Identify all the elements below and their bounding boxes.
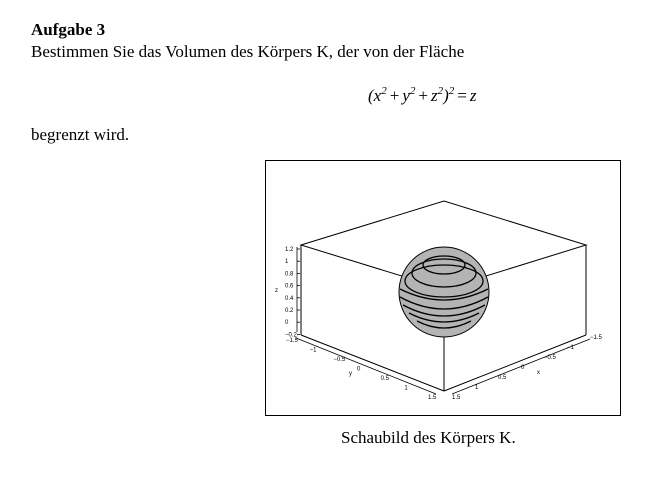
surface-body: [399, 247, 489, 337]
formula-y: y: [402, 86, 410, 105]
z-axis-ticks: [297, 249, 300, 334]
y-axis-line: [296, 338, 436, 394]
z-tick-label: 1.2: [285, 247, 294, 253]
figure-caption: Schaubild des Körpers K.: [341, 428, 516, 447]
formula-z: z: [430, 86, 438, 105]
formula-close: ): [443, 86, 449, 105]
x-tick-label: 1.5: [452, 395, 461, 401]
x-tick-label: −1.5: [590, 335, 602, 341]
z-tick-label: 1: [285, 259, 289, 266]
y-tick-label: −0.5: [333, 357, 346, 363]
formula-rhs: z: [469, 86, 477, 105]
x-tick-label: 1: [475, 385, 479, 391]
box-bottom-left-edge: [301, 335, 444, 391]
task-intro-text: Bestimmen Sie das Volumen des Körpers K, der von der Fläche: [31, 42, 465, 61]
y-tick-label: 0.5: [380, 376, 390, 382]
formula-open: (x: [368, 86, 382, 105]
formula-plus-1: +: [389, 86, 400, 105]
formula-z-exponent: 2: [437, 85, 444, 97]
z-tick-label: 0.8: [285, 271, 294, 278]
z-tick-label: 0: [285, 320, 289, 327]
z-axis-tick-labels: [285, 247, 298, 338]
z-axis: [297, 247, 300, 334]
formula-outer-exponent: 2: [448, 85, 455, 97]
z-tick-label: −0.2: [285, 332, 297, 339]
x-tick-label: 0: [521, 365, 525, 371]
y-axis-tick-labels: [286, 338, 437, 401]
surface-equation: [368, 85, 476, 106]
formula-x-exponent: 2: [381, 85, 387, 97]
y-axis-label: y: [349, 371, 352, 377]
z-tick-label: 0.2: [285, 308, 294, 314]
task-heading: Aufgabe 3: [31, 20, 106, 39]
formula-equals: =: [457, 86, 467, 105]
surface-outline: [399, 247, 489, 337]
z-axis-label: z: [275, 288, 278, 294]
x-tick-label: −0.5: [544, 355, 556, 361]
y-tick-label: −1.5: [286, 338, 298, 344]
task-closing-text: begrenzt wird.: [31, 125, 130, 144]
box-bottom-right-edge: [444, 335, 586, 391]
y-tick-label: 0: [357, 366, 361, 373]
x-tick-label: −1: [567, 345, 574, 351]
formula-plus-2: +: [418, 86, 428, 105]
body-3d-plot: [265, 160, 621, 416]
x-axis-tick-labels: [452, 335, 603, 401]
y-tick-label: 1.5: [428, 395, 437, 401]
plot-canvas: [266, 161, 622, 417]
x-tick-label: 0.5: [498, 375, 507, 381]
formula-y-exponent: 2: [409, 85, 416, 97]
x-axis-label: x: [537, 370, 540, 376]
z-tick-label: 0.4: [285, 295, 294, 302]
z-tick-label: 0.6: [285, 283, 294, 290]
y-tick-label: 1: [404, 385, 408, 392]
y-tick-label: −1: [309, 347, 317, 354]
